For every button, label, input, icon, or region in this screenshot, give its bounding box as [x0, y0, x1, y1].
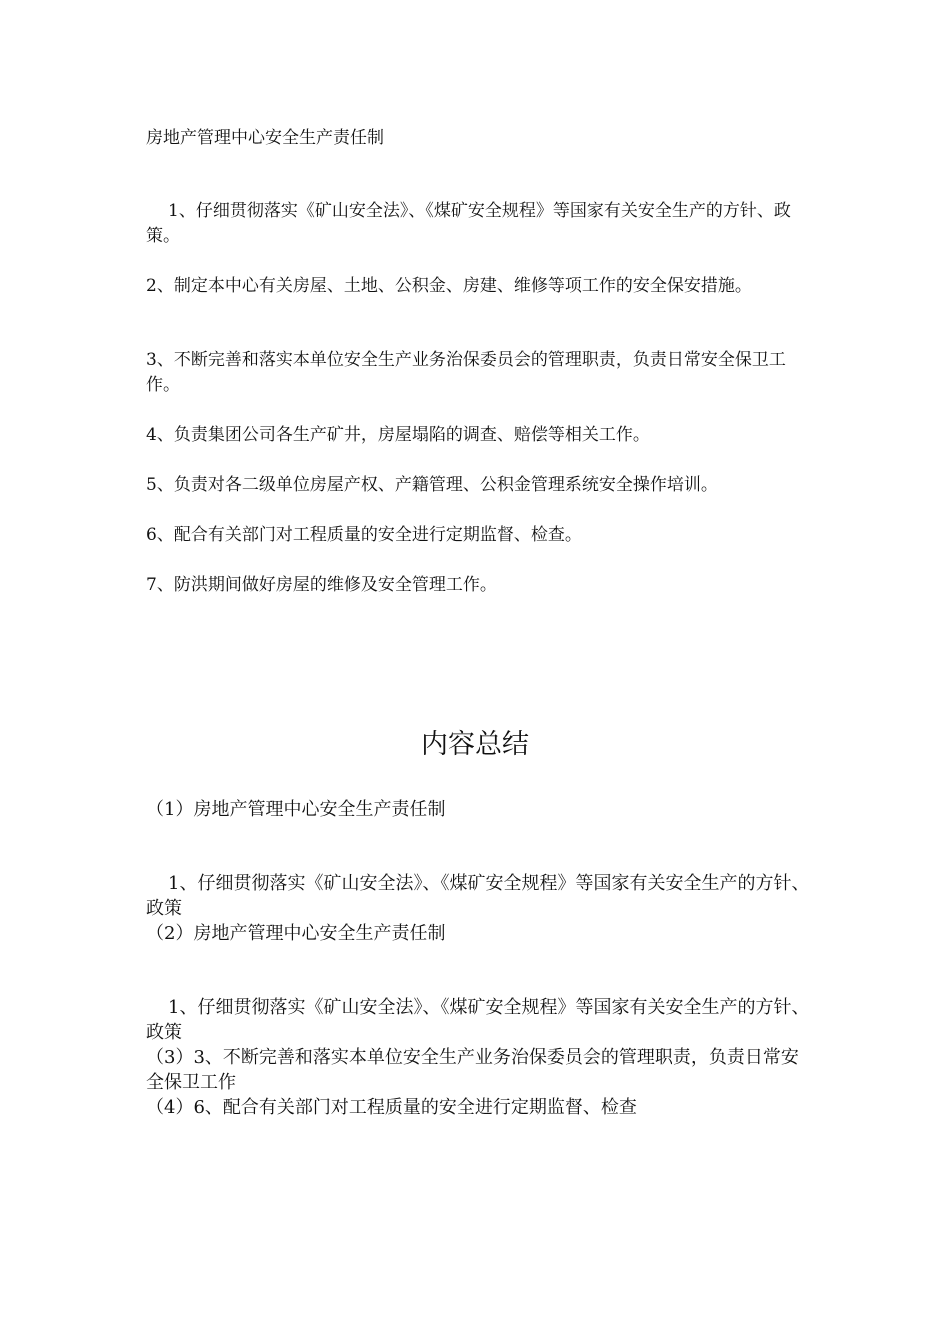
paragraph-5: 5、负责对各二级单位房屋产权、产籍管理、公积金管理系统安全操作培训。: [146, 475, 718, 495]
paragraph-7: 7、防洪期间做好房屋的维修及安全管理工作。: [146, 575, 497, 595]
paragraph-4: 4、负责集团公司各生产矿井，房屋塌陷的调查、赔偿等相关工作。: [146, 425, 650, 445]
summary-item-2-title: （2）房地产管理中心安全生产责任制: [146, 923, 446, 944]
paragraph-1: 1、仔细贯彻落实《矿山安全法》、《煤矿安全规程》等国家有关安全生产的方针、政策。: [146, 201, 791, 246]
summary-heading: 内容总结: [421, 729, 529, 760]
paragraph-3: 3、不断完善和落实本单位安全生产业务治保委员会的管理职责，负责日常安全保卫工作。: [146, 350, 786, 395]
summary-item-4: （4）6、配合有关部门对工程质量的安全进行定期监督、检查: [146, 1097, 637, 1118]
summary-item-1-body: 1、仔细贯彻落实《矿山安全法》、《煤矿安全规程》等国家有关安全生产的方针、政策: [146, 873, 810, 919]
summary-item-2-body: 1、仔细贯彻落实《矿山安全法》、《煤矿安全规程》等国家有关安全生产的方针、政策: [146, 997, 810, 1043]
paragraph-6: 6、配合有关部门对工程质量的安全进行定期监督、检查。: [146, 525, 582, 545]
summary-item-1-title: （1）房地产管理中心安全生产责任制: [146, 799, 446, 820]
summary-item-3: （3）3、不断完善和落实本单位安全生产业务治保委员会的管理职责，负责日常安全保卫工作: [146, 1047, 799, 1093]
paragraph-2: 2、制定本中心有关房屋、土地、公积金、房建、维修等项工作的安全保安措施。: [146, 276, 752, 296]
document-title: 房地产管理中心安全生产责任制: [146, 128, 384, 148]
